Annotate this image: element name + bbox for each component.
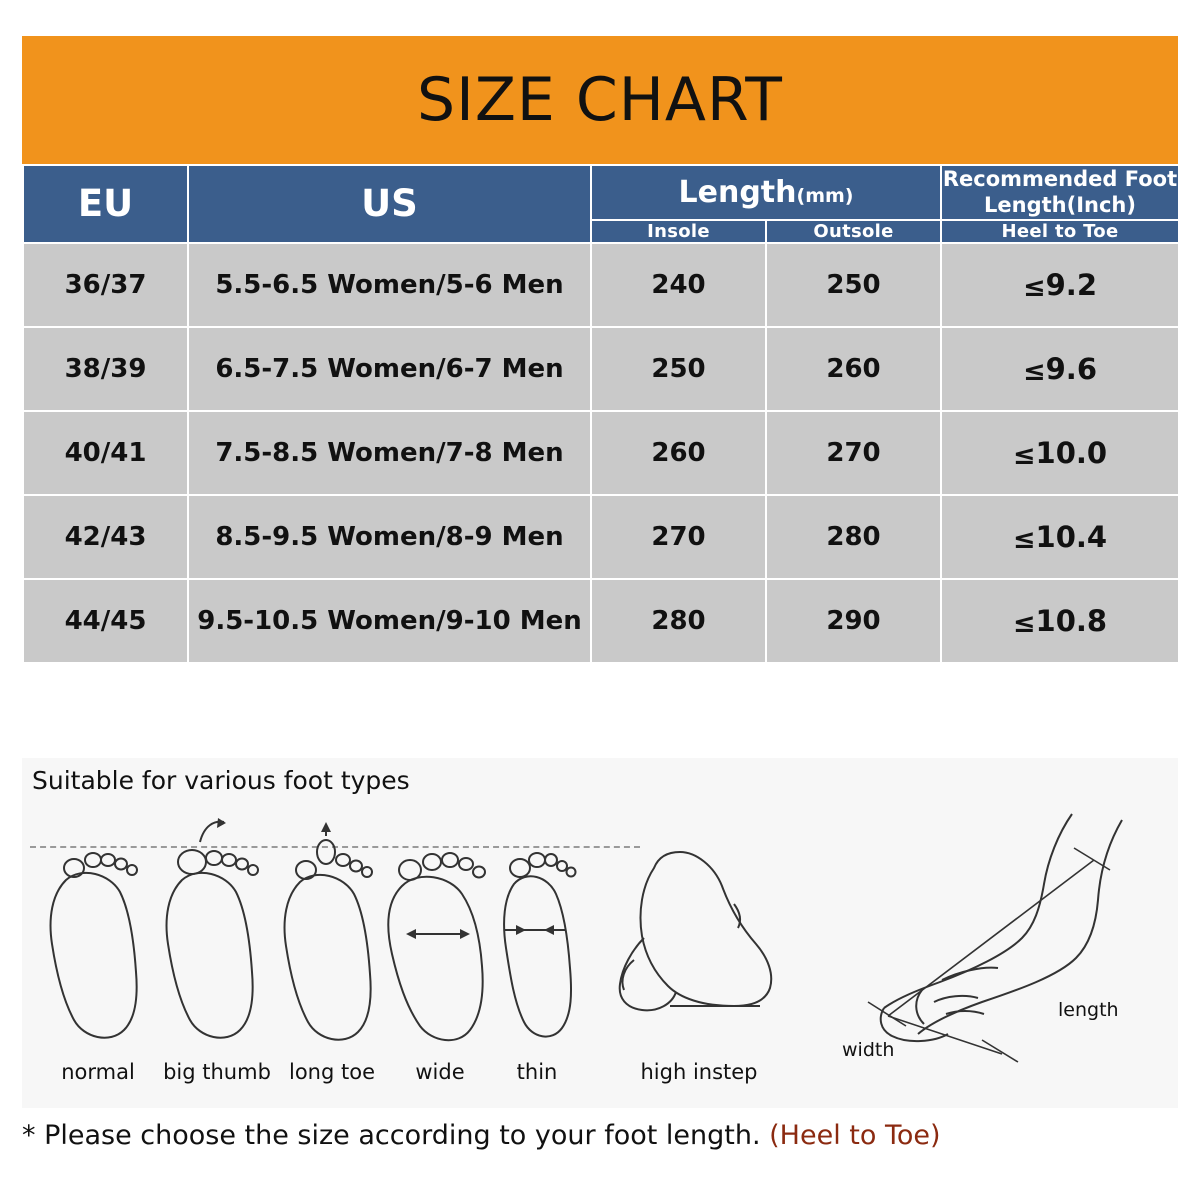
cell-insole: 260 [591,411,766,495]
less-equal-symbol: ≤ [1012,523,1036,555]
width-label-text: width [842,1039,895,1061]
foot-type-long-toe [272,808,392,1084]
size-table-wrapper [22,164,1178,664]
foot-type-label: high instep [640,1060,758,1084]
heel-to-toe-value: 9.6 [1045,351,1097,386]
foot-normal-icon [38,808,158,1058]
cell-outsole: 250 [766,243,941,327]
column-header-insole: Insole [591,220,766,243]
table-row [23,495,1179,579]
cell-us: 6.5-7.5 Women/6-7 Men [188,327,591,411]
measure-foot-icon [822,804,1172,1069]
cell-us: 8.5-9.5 Women/8-9 Men [188,495,591,579]
foot-high-instep-icon [584,808,814,1058]
length-label: Length [678,174,797,210]
foot-type-label: normal [61,1060,135,1084]
foot-thin-icon [482,808,592,1058]
cell-us: 5.5-6.5 Women/5-6 Men [188,243,591,327]
heel-to-toe-value: 10.0 [1035,435,1108,470]
cell-heel-to-toe [941,411,1179,495]
table-header-row-1 [23,165,1179,220]
cell-us: 9.5-10.5 Women/9-10 Men [188,579,591,663]
table-row [23,411,1179,495]
foot-type-label: thin [516,1060,558,1084]
title-banner [22,36,1178,164]
foot-type-thin [482,808,592,1084]
cell-us: 7.5-8.5 Women/7-8 Men [188,411,591,495]
cell-insole: 280 [591,579,766,663]
column-header-heel-to-toe: Heel to Toe [941,220,1179,243]
footer-note [22,1120,1178,1151]
cell-outsole: 290 [766,579,941,663]
heel-to-toe-value: 10.8 [1035,603,1108,638]
length-label-text: length [1058,999,1119,1021]
table-row [23,327,1179,411]
heel-to-toe-value: 10.4 [1035,519,1108,554]
less-equal-symbol: ≤ [1023,271,1046,303]
less-equal-symbol: ≤ [1023,355,1046,387]
cell-heel-to-toe [941,579,1179,663]
foot-type-big-thumb [152,802,282,1084]
foot-types-row [22,798,1178,1108]
cell-eu: 44/45 [23,579,188,663]
foot-types-section [22,758,1178,1108]
foot-type-normal [38,808,158,1084]
column-header-outsole: Outsole [766,220,941,243]
foot-types-heading: Suitable for various foot types [32,766,410,795]
foot-big-thumb-icon [152,802,282,1058]
column-header-recommended: Recommended Foot Length(Inch) [941,165,1179,220]
cell-insole: 270 [591,495,766,579]
table-row [23,579,1179,663]
page-title: SIZE CHART [417,65,783,135]
cell-heel-to-toe [941,495,1179,579]
cell-outsole: 270 [766,411,941,495]
foot-measurement-diagram [822,804,1172,1069]
column-header-us: US [188,165,591,243]
length-unit: (mm) [796,184,854,207]
foot-type-label: wide [415,1060,465,1084]
cell-eu: 36/37 [23,243,188,327]
heel-to-toe-value: 9.2 [1045,267,1097,302]
cell-eu: 42/43 [23,495,188,579]
cell-outsole: 260 [766,327,941,411]
foot-type-label: long toe [289,1060,375,1084]
footer-note-highlight: (Heel to Toe) [769,1120,941,1151]
cell-insole: 250 [591,327,766,411]
cell-insole: 240 [591,243,766,327]
size-table [22,164,1180,664]
footer-note-text: * Please choose the size according to your foot length. [22,1120,770,1151]
column-header-length [591,165,941,220]
foot-type-label: big thumb [163,1060,271,1084]
column-header-eu: EU [23,165,188,243]
cell-eu: 38/39 [23,327,188,411]
foot-type-high-instep [584,808,814,1084]
foot-long-toe-icon [272,808,392,1058]
cell-heel-to-toe [941,327,1179,411]
less-equal-symbol: ≤ [1012,439,1036,471]
less-equal-symbol: ≤ [1012,607,1036,639]
table-row [23,243,1179,327]
cell-eu: 40/41 [23,411,188,495]
cell-heel-to-toe [941,243,1179,327]
cell-outsole: 280 [766,495,941,579]
